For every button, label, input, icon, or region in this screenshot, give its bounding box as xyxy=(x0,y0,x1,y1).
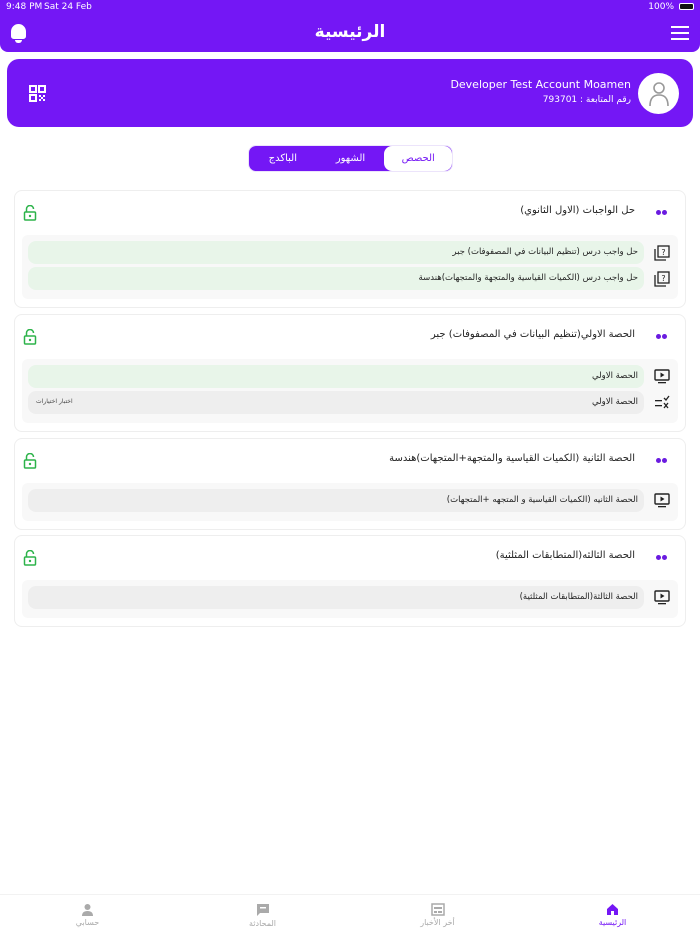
svg-text:?: ? xyxy=(661,274,666,283)
nav-home[interactable]: الرئيسية xyxy=(525,895,700,934)
lesson-item-label: الحصة الاولي xyxy=(591,371,638,381)
lesson-section[interactable] xyxy=(14,190,686,308)
section-title: الحصة الثالثه(المتطابقات المثلثية) xyxy=(495,550,635,561)
top-bar xyxy=(0,0,700,52)
lesson-item[interactable] xyxy=(28,241,672,264)
unlocked-icon xyxy=(23,550,37,566)
profile-follow-id: رقم المتابعة : 793701 xyxy=(542,95,631,105)
lesson-item[interactable] xyxy=(28,489,672,512)
nav-news[interactable]: أخر الأخبار xyxy=(350,895,525,934)
profile-card xyxy=(7,59,693,127)
lesson-item[interactable] xyxy=(28,586,672,609)
section-title: الحصة الاولي(تنظيم البيانات في المصفوفات) جبر xyxy=(430,329,635,340)
tab-lessons[interactable]: الحصص xyxy=(384,146,452,171)
homework-icon xyxy=(654,271,670,291)
lesson-item-label: حل واجب درس (تنظيم البيانات في المصفوفات) جبر xyxy=(452,247,638,257)
tab-segmented-control xyxy=(248,145,453,172)
lesson-item-label: الحصة الثانيه (الكميات القياسية و المتجهه +المتجهات) xyxy=(446,495,638,505)
bullet-icon xyxy=(656,334,667,339)
home-icon xyxy=(606,903,619,916)
section-items xyxy=(22,359,678,423)
tab-packages[interactable]: الباكدج xyxy=(268,153,297,164)
svg-text:?: ? xyxy=(661,248,666,257)
chat-icon xyxy=(256,903,270,917)
section-title: الحصة الثانية (الكميات القياسية والمتجهة+المتجهات)هندسة xyxy=(389,453,635,464)
bottom-nav xyxy=(0,894,700,934)
quiz-icon xyxy=(654,395,670,414)
tab-months[interactable]: الشهور xyxy=(335,153,366,164)
avatar[interactable] xyxy=(638,73,679,114)
status-time: 9:48 PM xyxy=(6,2,43,12)
status-date: Sat 24 Feb xyxy=(44,2,92,12)
bullet-icon xyxy=(656,210,667,215)
video-icon xyxy=(654,493,670,512)
lesson-item-type: اختبار اختيارات xyxy=(36,398,73,405)
status-battery: 100% xyxy=(648,2,674,12)
bullet-icon xyxy=(656,555,667,560)
unlocked-icon xyxy=(23,329,37,345)
lesson-item-label: الحصة الثالثة(المتطابقات المثلثية) xyxy=(519,592,638,602)
lesson-item[interactable] xyxy=(28,391,672,414)
nav-account[interactable]: حسابي xyxy=(0,895,175,934)
lesson-item[interactable] xyxy=(28,365,672,388)
person-icon xyxy=(647,81,671,107)
person-icon xyxy=(81,903,94,916)
lesson-section[interactable] xyxy=(14,438,686,530)
page-title: الرئيسية xyxy=(314,22,386,42)
section-items xyxy=(22,483,678,521)
profile-name: Developer Test Account Moamen xyxy=(450,78,631,91)
video-icon xyxy=(654,369,670,388)
lesson-section[interactable] xyxy=(14,314,686,432)
section-items xyxy=(22,235,678,299)
homework-icon xyxy=(654,245,670,265)
video-icon xyxy=(654,590,670,609)
section-items xyxy=(22,580,678,618)
lesson-item-label: حل واجب درس (الكميات القياسية والمتجهة والمتجهات)هندسة xyxy=(418,273,638,283)
nav-chat[interactable]: المحادثة xyxy=(175,895,350,934)
lesson-section[interactable] xyxy=(14,535,686,627)
section-title: حل الواجبات (الاول الثانوي) xyxy=(520,205,635,216)
news-icon xyxy=(431,903,445,916)
bullet-icon xyxy=(656,458,667,463)
unlocked-icon xyxy=(23,205,37,221)
battery-icon xyxy=(679,3,694,10)
menu-icon[interactable] xyxy=(671,26,689,40)
lesson-item-label: الحصة الاولي xyxy=(591,397,638,407)
qr-code-icon[interactable] xyxy=(29,85,46,102)
unlocked-icon xyxy=(23,453,37,469)
lesson-item[interactable] xyxy=(28,267,672,290)
